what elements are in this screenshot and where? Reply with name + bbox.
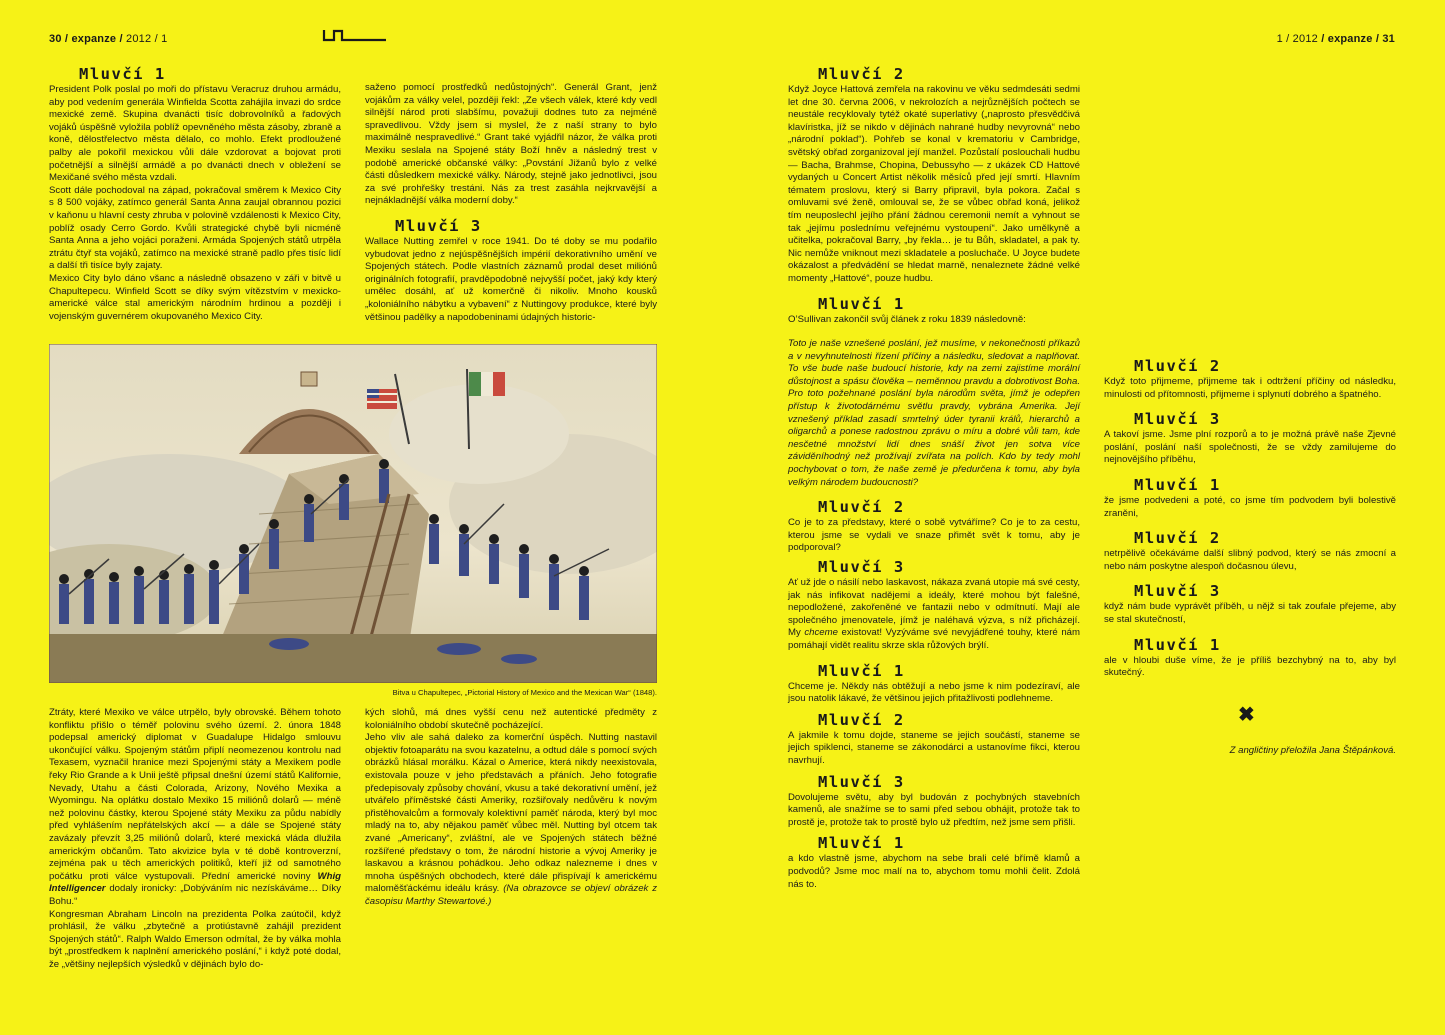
- speaker-label: Mluvčí 3: [1134, 582, 1221, 601]
- quote-paragraph: Toto je naše vznešené poslání, jež musíme, v nekonečnosti příkazů a v nevyhnutelnosti řízení příčiny a následku, sledovat a naplňovat. To vše bude naše budoucí historie, kdy na zemi zajistíme morální důstojnost a spásu člověka – neměnnou pravdu a dobrotivost Boha. Pro toto požehnané poslání byla národům světa, jímž je odepřen přístup k životodárnému světlu pravdy, vybrána Amerika. Její vznešený příklad zasadí smrtelný úder tyranii králů, hierarchů a oligarchů a ponese radostnou zprávu o míru a dobré vůli tam, kde nesčetné množství lidí dnes snáší život jen sotva více záviděníhodný než prožívají zvířata na polích. Kdo by tedy mohl pochybovat o tom, že naše země je předurčena k tomu, aby byla velkým národem budoucnosti?: [788, 338, 1080, 488]
- speaker-label: Mluvčí 3: [395, 216, 482, 235]
- column-1: [49, 66, 341, 323]
- paragraph: Wallace Nutting zemřel v roce 1941. Do té doby se mu podařilo vybudovat jedno z nejúspěšnějších impérií dekorativního umění ve Spojených státech. Podle vlastních záznamů prodal deset miliónů originálních fotografií, pravděpodobně nejvyšší počet, jaký kdy který umělec dosáhl, ať už komerčně či nikoliv. Mnoho kousků „koloniálního nábytku a vybavení“ z Nuttingovy produkce, které byly většinou padělky a napodobeninami údajných historic-: [365, 235, 657, 323]
- paragraph: A jakmile k tomu dojde, staneme se jejich součástí, staneme se jejich spiklenci, staneme se zákonodárci a ustanovíme fikci, kterou navrhují.: [788, 729, 1080, 766]
- paragraph: Co je to za představy, které o sobě vytváříme? Co je to za cestu, kterou jsme se vydali ve snaze přimět svět k tomu, aby je podporoval?: [788, 517, 1080, 554]
- cross-icon: ✖: [1238, 704, 1255, 726]
- paragraph: O’Sullivan zakončil svůj článek z roku 1839 následovně:: [788, 313, 1026, 325]
- speaker-label: Mluvčí 2: [1134, 529, 1221, 548]
- battle-illustration: [49, 344, 657, 683]
- column-3: [49, 707, 341, 971]
- paragraph: když nám bude vyprávět příběh, u nějž si tak zoufale přejeme, aby se stal skutečností,: [1104, 601, 1396, 625]
- speaker-label: Mluvčí 3: [1134, 410, 1221, 429]
- speaker-label: Mluvčí 1: [79, 65, 166, 83]
- expanze-logo-icon: [322, 28, 388, 44]
- paragraph: kých slohů, má dnes vyšší cenu než autentické předměty z koloniálního období skutečně pocházející.: [365, 707, 657, 731]
- speaker-label: Mluvčí 1: [818, 661, 905, 680]
- paragraph: Ať už jde o násilí nebo laskavost, nákaza zvaná utopie má své cesty, jak nás infikovat nadějemi a ideály, které mohou být falešné, nepodložené, zakořeněné ve fantazii nebo v odmítnutí. Mají ale společného jmenovatele, jímž je naléhavá výzva, s níž přicházejí. My chceme existovat! Vyzýváme své nevyjádřené touhy, které nám pomáhají vidět realitu skrze skla růžových brýlí.: [788, 577, 1080, 651]
- column-4: [365, 707, 657, 909]
- speaker-label: Mluvčí 1: [818, 294, 905, 313]
- image-caption: Bitva u Chapultepec, „Pictorial History of Mexico and the Mexican War“ (1848).: [392, 688, 657, 697]
- column-5: [788, 66, 1080, 891]
- paragraph: Chceme je. Někdy nás obtěžují a nebo jsme k nim podezíraví, ale jsou natolik lákavé, že většinou jejich přitažlivosti podlehneme.: [788, 680, 1080, 705]
- left-folio: 30 / expanze / 2012 / 1: [49, 33, 168, 45]
- speaker-label: Mluvčí 3: [818, 772, 905, 791]
- paragraph: Dovolujeme světu, aby byl budován z pochybných stavebních kamenů, ale snažíme se to sami před sebou obhájit, protože tak to prostě je, protože tak to prostě bylo už předtím, než jsme sem přišli.: [788, 791, 1080, 828]
- paragraph: saženo pomocí prostředků nedůstojných“. Generál Grant, jenž vojákům za války velel, později řekl: „Ze všech válek, které kdy vedl silnější národ proti slabšímu, považuji dodnes tuto za nejméně spravedlivou. Vždy jsem si myslel, že z naší strany to bylo maximálně nespravedlivé.“ Grant také vyjádřil názor, že válka proti Mexiku seslala na Spojené státy Boží hněv a následný trest v podobě americké občanské války: „Povstání Jižanů bylo z velké části důsledkem mexické války. Národy, stejně jako jednotlivci, jsou za své prohřešky trestáni. Nás za trest zasáhla nejkrvavější a nejnákladnější válka moderní doby.“: [365, 82, 657, 207]
- speaker-label: Mluvčí 1: [1134, 475, 1221, 494]
- speaker-label: Mluvčí 1: [818, 834, 905, 853]
- paragraph: že jsme podvedeni a poté, co jsme tím podvodem byli bolestivě zraněni,: [1104, 494, 1396, 519]
- speaker-label: Mluvčí 3: [818, 558, 905, 576]
- speaker-label: Mluvčí 2: [818, 65, 905, 83]
- paragraph: Kongresman Abraham Lincoln na prezidenta Polka zaútočil, když prohlásil, že válku „zbytečně a protiústavně zahájil prezident Spojených států“. Ralph Waldo Emerson odmítal, že by válka mohla být „prostředkem k naplnění amerického poslání,“ i když poté dodal, že „většiny nejlepších výsledků v dějinách bylo do-: [49, 908, 341, 970]
- paragraph: Když Joyce Hattová zemřela na rakovinu ve věku sedmdesáti sedmi let dne 30. června 2006, v nekrolozích a nejrůznějších počtech se neustále recyklovaly tytéž okaté superlativy („naprosto přesvědčivá klavíristka, jíž se nikdo v dějinách nahrané hudby nevyrovná“ nebo „národní poklad“). Pohřeb se konal v krematoriu v Cambridge, světský obřad zorganizoval její manžel. Pozůstalí poslouchali hudbu — Bacha, Brahmse, Chopina, Debussyho — z ukázek CD Hattové vydaných u Concert Artist několik měsíců před její smrtí. Hlavním tématem proslovu, který si Barry připravil, byla pokora. Začal s omluvami své ženě, omlouval se, že se vůbec obřad koná, jelikož tím neuposlechl jejího přání žádnou ceremonii nemít a vyhnout se tak „jejímu poslednímu veřejnému vystoupení“. Jako umělkyně a učitelka, pokračoval Barry, „by řekla… je tu Bůh, skladatel, a pak ty. Nic nemůže vniknout mezi skladatele a posluchače. U Joyce budete okázalost a předvádění se hledat marně, nenaleznete žádné velké momenty „Hattové“, pouze hudbu.: [788, 84, 1080, 284]
- paragraph: President Polk poslal po moři do přístavu Veracruz druhou armádu, aby pod vedením generála Winfielda Scotta zahájila invazi do srdce mexické země. Skupina dvanácti tisíc dobrovolníků a řadových vojáků úspěšně vyložila poblíž opevněného města zásoby, zbraně a koně, dělostřelectvo města dělalo, co mohlo. Efekt prodloužené palby ale pokořil mexickou vůli dále vzdorovat a bojovat proti početnější a silnější armádě a po dvanácti dnech v obležení se Mexičané svého města vzdali.: [49, 84, 341, 184]
- paragraph: Mexico City bylo dáno všanc a následně obsazeno v záři v bitvě u Chapultepecu. Winfield Scott se díky svým vítězstvím v mexicko-americké válce stal americkým národním hrdinou a později i vojenským guvernérem okupovaného Mexico City.: [49, 272, 341, 322]
- column-6: [1104, 358, 1396, 680]
- paragraph: netrpělivě očekáváme další slibný podvod, který se nás zmocní a nebo nám poskytne alespoň dočasnou úlevu,: [1104, 548, 1396, 572]
- column-2: [365, 82, 657, 324]
- paragraph: Ztráty, které Mexiko ve válce utrpělo, byly obrovské. Během tohoto konfliktu přišlo o téměř polovinu svého území. 2. února 1848 podepsal americký diplomat v Guadalupe Hidalgo smlouvu ukončující válku. Spojeným státům připlí neomezenou kontrolu nad Texasem, vyznačil hranice mezi Spojenými státy a Mexikem podle řeky Rio Grande a k Unii ještě připsal dnešní území států Kalifornie, Nevady, Utahu a části Colorada, Arizony, Nového Mexika a Wyomingu. Na oplátku dostalo Mexiko 15 miliónů dolarů — méně než polovinu částky, kterou Spojené státy Mexiku za půdu nabídly před vyhlášením nepřátelských akcí — a dále se Spojené státy zavázaly převzít 3,25 miliónů dolarů, které mexická vláda dlužila americkým občanům. Tato akvizice byla v té době kontroverzní, zejména pak u těch amerických politiků, kteří již od samotného počátku proti válce vystupovali. Přední americké noviny Whig Intelligencer dodaly ironicky: „Dobýváním nic nezískáváme… Díky Bohu.“: [49, 707, 341, 907]
- right-folio: 1 / 2012 / expanze / 31: [1276, 33, 1395, 45]
- paragraph: a kdo vlastně jsme, abychom na sebe brali celé břímě klamů a podvodů? Jsme moc malí na to, abychom tomu mohli čelit. Zdolá nás to.: [788, 853, 1080, 890]
- paragraph: Když toto přijmeme, přijmeme tak i odtržení příčiny od následku, minulosti od přítomnosti, přijmeme i splynutí dobrého a špatného.: [1104, 376, 1396, 400]
- speaker-label: Mluvčí 1: [1134, 635, 1221, 654]
- speaker-label: Mluvčí 2: [1134, 357, 1221, 375]
- paragraph: Scott dále pochodoval na západ, pokračoval směrem k Mexico City s 8 500 vojáky, zatímco generál Santa Anna zaujal obrannou pozici v kaňonu u hlavní cesty zhruba v polovině vzdálenosti k Mexico City, poblíž osady Cerro Gordo. Kvůli strategické chybě byli nicméně Santa Anna a jeho vojáci poraženi. Armáda Spojených států utrpěla ztrátu čtyř sta vojáků, zatímco na mexické straně padlo přes tisíc lidí a další tři tisíce byly zajaty.: [49, 184, 341, 272]
- paragraph: A takoví jsme. Jsme plní rozporů a to je možná právě naše Zjevné poslání, poslání naší společnosti, že se vždy zamilujeme do nejnovějšího příběhu,: [1104, 429, 1396, 466]
- speaker-label: Mluvčí 2: [818, 498, 905, 517]
- speaker-label: Mluvčí 2: [818, 710, 905, 729]
- translator-credit: Z angličtiny přeložila Jana Štěpánková.: [1229, 745, 1396, 756]
- paragraph: Jeho vliv ale sahá daleko za komerční úspěch. Nutting nastavil objektiv fotoaparátu na svou kazatelnu, a odtud dále s pomocí svých obrázků hlásal morálku. Kázal o Americe, která nikdy neexistovala, existovala pouze v jeho představách a přáních. Jeho fotografie předepisovaly způsoby chování, vkusu a také dekorativní umění, jež utvářelo příměstské části Ameriky, rozšiřovaly nedůvěru k novým přistěhovalcům a formovaly kolektivní paměť národa, který byl moc mladý na to, aby nějakou paměť vůbec měl. Nutting byl otcem tak zvané „Americany“, zvláštní, ale ve Spojených státech běžné rozšířené představy o tom, že národní historie a vývoj Ameriky je laskavou a krásnou pohádkou. Jeho odkaz nalezneme i dnes v mnoha úspěšných obchodech, které dále přispívají k americkému maloměšťáckému ideálu krásy. (Na obrazovce se objeví obrázek z časopisu Marthy Stewartové.): [365, 732, 657, 907]
- paragraph: ale v hloubi duše víme, že je příliš bezchybný na to, aby byl skutečný.: [1104, 654, 1396, 679]
